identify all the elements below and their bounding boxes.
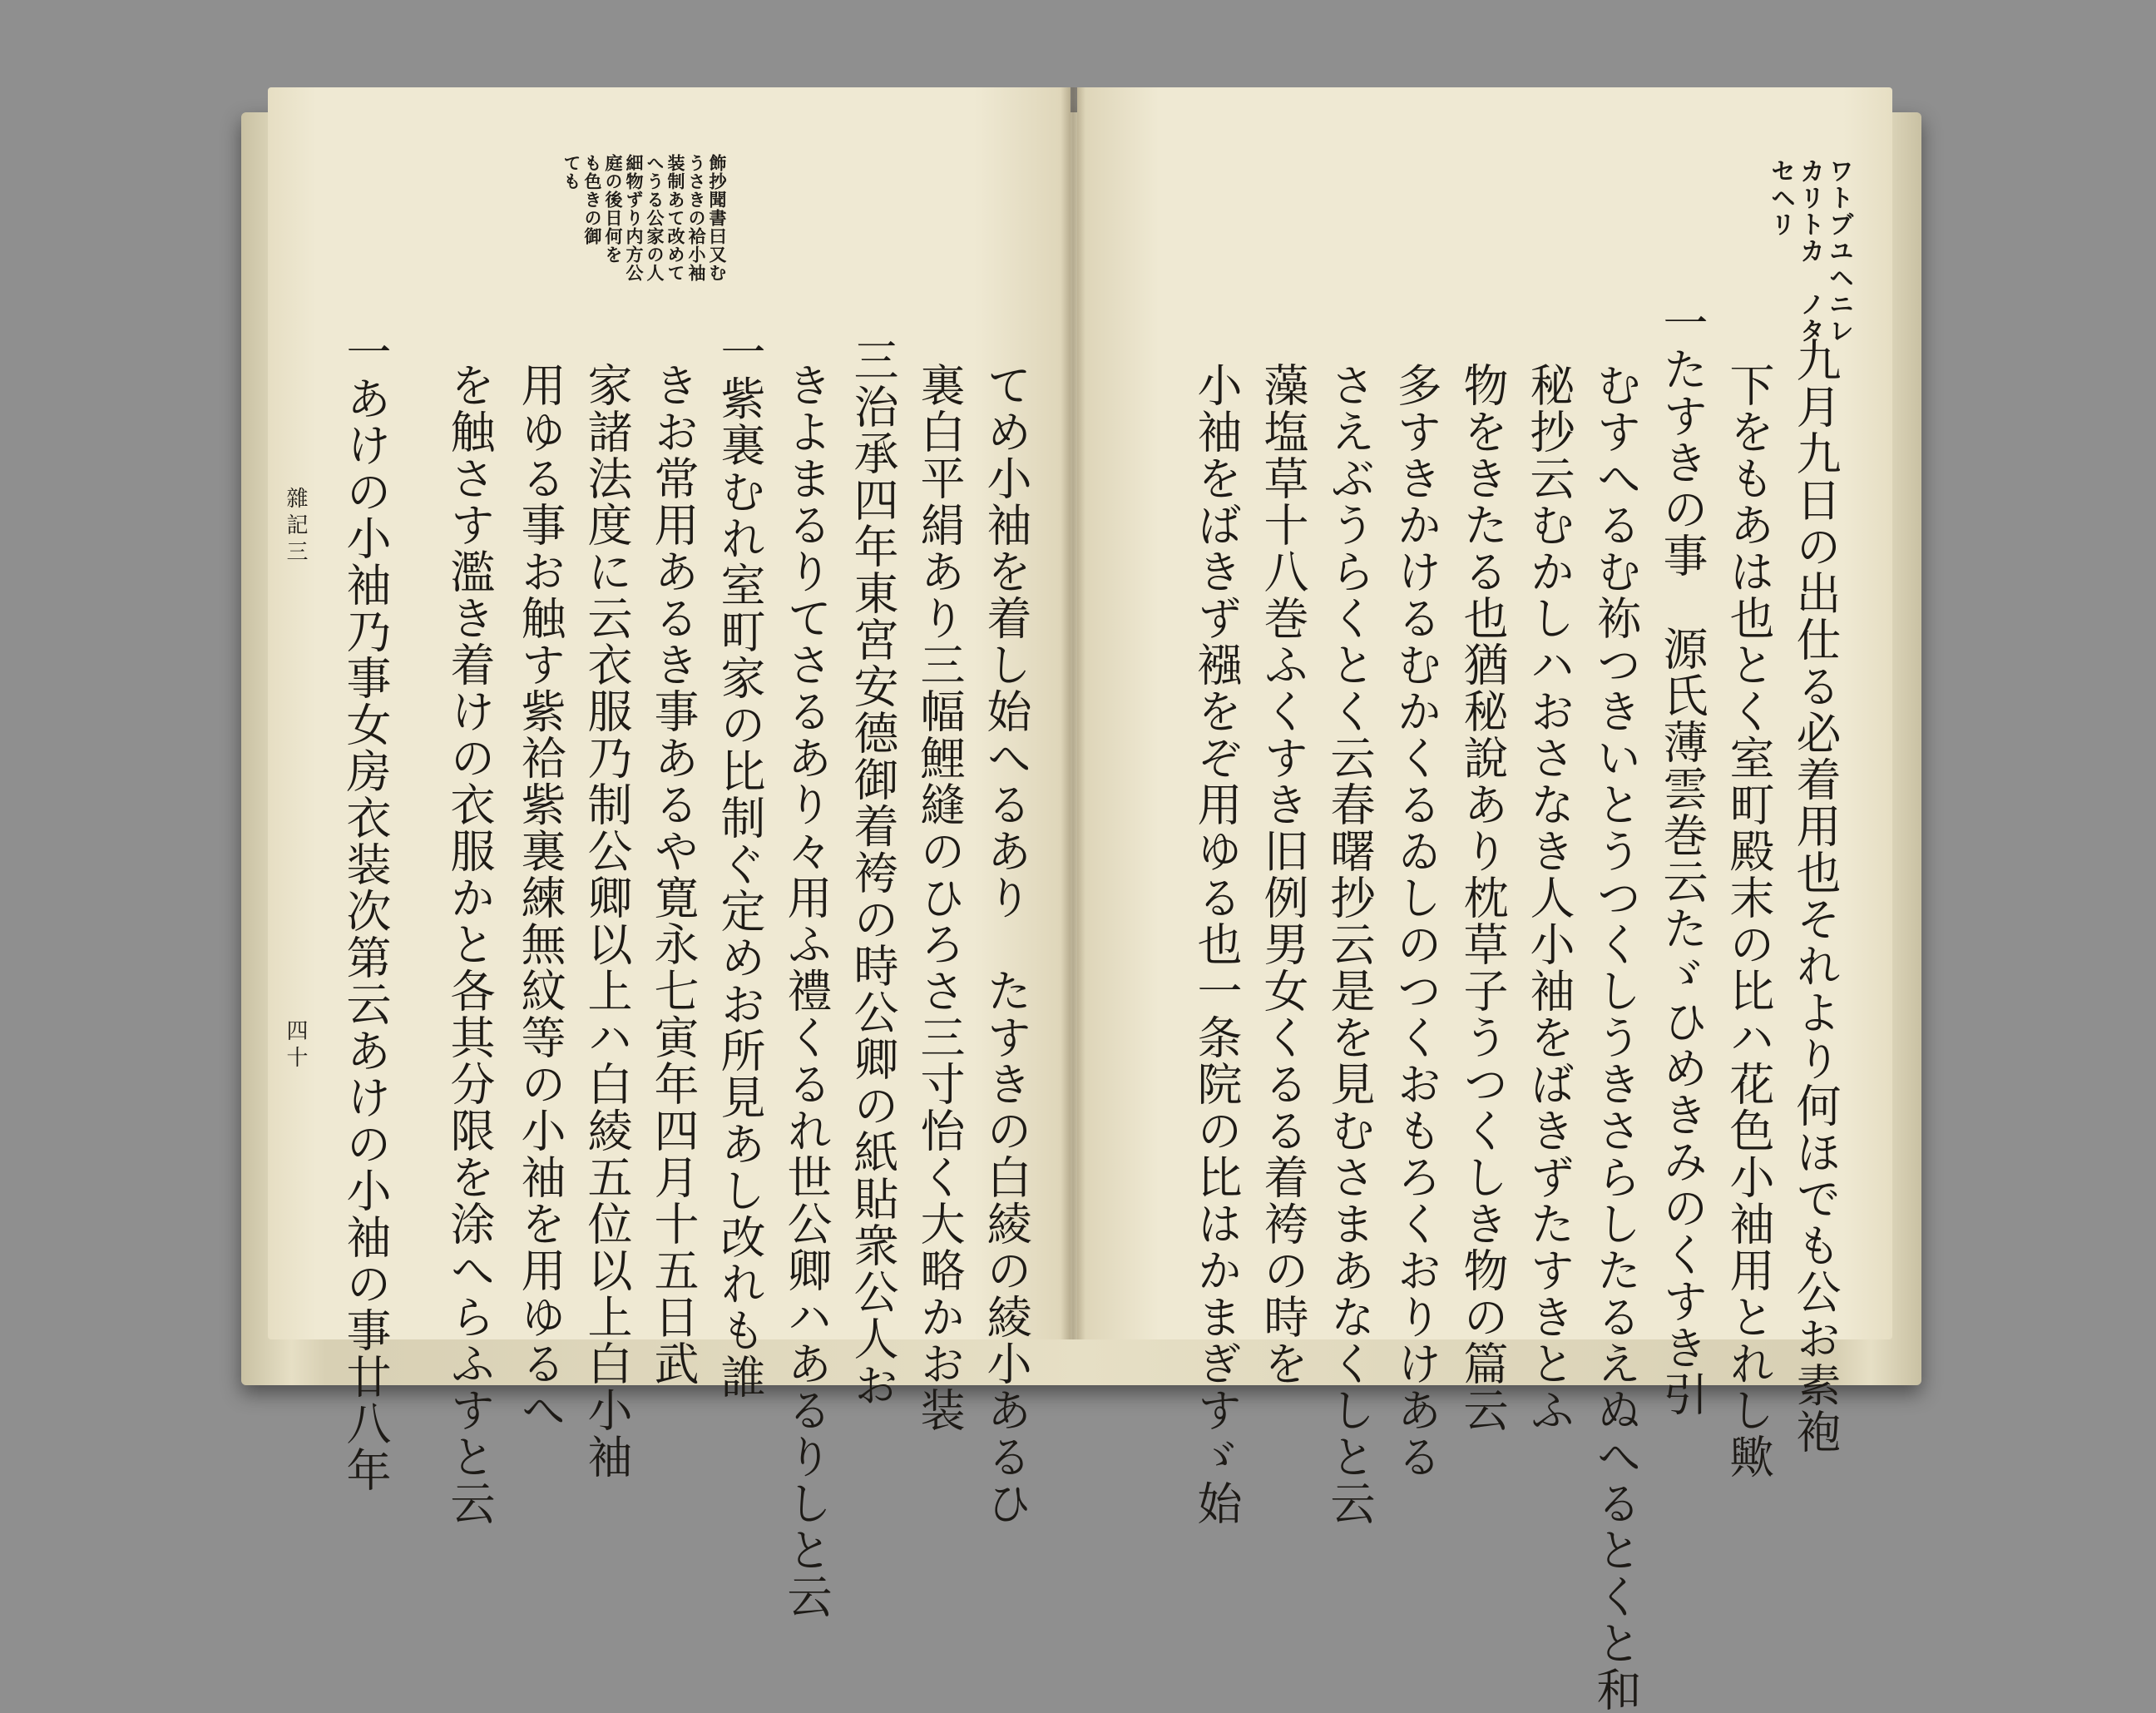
right-text-column: 物をきたる也猶秘說あり枕草子うつくしき物の篇云 [1456,362,1509,1433]
left-header-note-8: ても [561,154,582,191]
right-text-column: 多すきかけるむかくるゐしのつくおもろくおりけある [1390,362,1442,1480]
left-text-column: 裏白平絹あり三幅鯉縫のひろさ三寸怡く大略かお装 [913,362,966,1433]
left-text-column: 用ゆる事お触す紫袷紫裏練無紋等の小袖を用ゆるへ [514,362,566,1433]
right-header-note-2: カリトカ ノタ [1795,158,1824,344]
right-header-note-1: ワトブユヘニレ [1824,158,1853,344]
right-text-column: 小袖をばきず襁をぞ用ゆる也一条院の比はかまぎすゞ始 [1190,362,1243,1527]
left-text-column: てめ小袖を着し始へるあり たすきの白綾の綾小あるひ [980,362,1032,1527]
book-gutter [1061,87,1085,1339]
right-text-column: 九月九日の出仕る必着用也それより何ほでも公お素袍 [1789,337,1842,1455]
right-text-column: 藻塩草十八巻ふくすき旧例男女くるる着袴の時を [1257,362,1309,1387]
right-page [1077,87,1892,1713]
left-header-note-4: へうる公家の人 [645,154,665,282]
right-text-column: 秘抄云むかしハおさなき人小袖をばきずたすきとふ [1523,362,1575,1433]
running-title: 雜記三 [283,487,308,567]
right-text-column: むすへるむ袮つきいとうつくしうきさらしたるえぬへるとくと和 [1590,362,1642,1713]
left-text-column: きよまるりてさるあり々用ふ禮くるれ世公卿ハあるりしと云 [780,362,833,1620]
left-text-column: きお常用あるき事あるや寛永七寅年四月十五日武 [647,362,700,1387]
left-header-note-7: も色きの御 [582,154,603,245]
right-text-column: さえぶうらくとく云春曙抄云是を見むさまあなくしと云 [1323,362,1376,1527]
right-text-column: 一たすきの事 源氏薄雲巻云たゞひめきみのくすき引 [1656,300,1708,1418]
page-number: 四十 [283,1019,308,1072]
left-header-note-2: うさきの袷小袖 [686,154,707,282]
right-text-column: 下をもあは也とく室町殿末の比ハ花色小袖用とれし歟 [1723,362,1775,1480]
left-header-note-3: 装制あて改めて [665,154,686,282]
open-book [241,79,1921,1713]
left-header-note-6: 庭の後日何を [603,154,624,264]
left-header-note-5: 細物ずり内方公 [624,154,645,282]
left-text-column: 一あけの小袖乃事女房衣装次第云あけの小袖の事廿八年 [339,329,392,1493]
left-text-column: 家諸法度に云衣服乃制公卿以上ハ白綾五位以上白小袖 [581,362,633,1480]
left-text-column: を触さす濫き着けの衣服かと各其分限を涂へらふすと云 [443,362,496,1527]
right-header-note-3: セヘリ [1766,158,1795,238]
left-page [268,87,1071,1620]
left-header-note-1: 飾抄聞書曰又む [707,154,728,282]
left-text-column: 三治承四年東宮安德御着袴の時公卿の紙貼衆公人お [847,337,899,1409]
left-text-column: 一紫裏むれ室町家の比制ぐ定めお所見あし改れも誰 [714,329,766,1400]
